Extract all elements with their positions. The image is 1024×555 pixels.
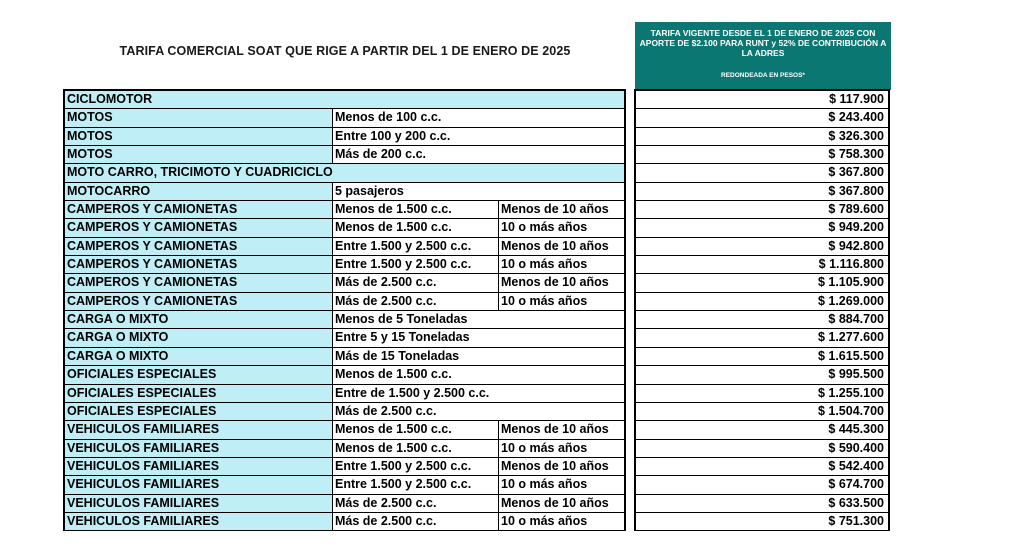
- vehicle-category: VEHICULOS FAMILIARES: [65, 513, 333, 530]
- table-row: [65, 164, 624, 182]
- table-row: [65, 146, 624, 164]
- vehicle-spec: Menos de 1.500 c.c.: [333, 421, 499, 438]
- table-row: [65, 348, 624, 366]
- vehicle-category: CICLOMOTOR: [65, 91, 624, 108]
- price-cell: $ 1.269.000: [636, 293, 888, 311]
- vehicle-spec: Más de 2.500 c.c.: [333, 495, 499, 512]
- vehicle-spec: Entre de 1.500 y 2.500 c.c.: [333, 385, 624, 402]
- vehicle-spec: Más de 2.500 c.c.: [333, 274, 499, 291]
- table-row: [65, 183, 624, 201]
- vehicle-spec: Entre 1.500 y 2.500 c.c.: [333, 238, 499, 255]
- vehicle-spec: Entre 5 y 15 Toneladas: [333, 329, 624, 346]
- vehicle-category: CAMPEROS Y CAMIONETAS: [65, 293, 333, 310]
- price-cell: $ 751.300: [636, 513, 888, 531]
- table-row: [65, 458, 624, 476]
- price-column-header: [635, 22, 891, 90]
- vehicle-category: MOTO CARRO, TRICIMOTO Y CUADRICICLO: [65, 164, 624, 181]
- vehicle-spec: Menos de 1.500 c.c.: [333, 219, 499, 236]
- vehicle-category: CAMPEROS Y CAMIONETAS: [65, 274, 333, 291]
- price-cell: $ 1.116.800: [636, 256, 888, 274]
- vehicle-spec: Menos de 1.500 c.c.: [333, 201, 499, 218]
- price-cell: $ 1.615.500: [636, 348, 888, 366]
- vehicle-age: Menos de 10 años: [499, 201, 624, 218]
- vehicle-category: MOTOS: [65, 128, 333, 145]
- table-row: [65, 128, 624, 146]
- table-row: [65, 219, 624, 237]
- table-row: [65, 274, 624, 292]
- table-row: [65, 329, 624, 347]
- table-row: [65, 385, 624, 403]
- vehicle-spec: Menos de 5 Toneladas: [333, 311, 624, 328]
- price-cell: $ 326.300: [636, 128, 888, 146]
- table-row: [65, 476, 624, 494]
- vehicle-spec: Entre 100 y 200 c.c.: [333, 128, 624, 145]
- vehicle-spec: Más de 2.500 c.c.: [333, 403, 624, 420]
- vehicle-category: CAMPEROS Y CAMIONETAS: [65, 201, 333, 218]
- vehicle-category: CARGA O MIXTO: [65, 311, 333, 328]
- vehicle-category: OFICIALES ESPECIALES: [65, 385, 333, 402]
- vehicle-spec: Más de 2.500 c.c.: [333, 293, 499, 310]
- price-header-text: TARIFA VIGENTE DESDE EL 1 DE ENERO DE 2025 CON APORTE DE $2.100 PARA RUNT y 52% DE CONTRIBUCIÓN A LA ADRES: [639, 28, 887, 58]
- table-row: [65, 238, 624, 256]
- price-cell: $ 243.400: [636, 109, 888, 127]
- table-row: [65, 91, 624, 109]
- price-cell: $ 1.105.900: [636, 274, 888, 292]
- price-cell: $ 1.277.600: [636, 329, 888, 347]
- price-cell: $ 633.500: [636, 495, 888, 513]
- vehicle-age: 10 o más años: [499, 513, 624, 530]
- vehicle-age: Menos de 10 años: [499, 421, 624, 438]
- table-row: [65, 293, 624, 311]
- vehicle-spec: Entre 1.500 y 2.500 c.c.: [333, 256, 499, 273]
- vehicle-age: Menos de 10 años: [499, 495, 624, 512]
- vehicle-category: VEHICULOS FAMILIARES: [65, 476, 333, 493]
- vehicle-category: MOTOS: [65, 146, 333, 163]
- price-cell: $ 445.300: [636, 421, 888, 439]
- price-cell: $ 884.700: [636, 311, 888, 329]
- price-cell: $ 942.800: [636, 238, 888, 256]
- price-cell: $ 367.800: [636, 164, 888, 182]
- vehicle-age: 10 o más años: [499, 476, 624, 493]
- price-cell: $ 995.500: [636, 366, 888, 384]
- vehicle-category: CARGA O MIXTO: [65, 329, 333, 346]
- vehicle-spec: Entre 1.500 y 2.500 c.c.: [333, 458, 499, 475]
- vehicle-spec: Menos de 1.500 c.c.: [333, 440, 499, 457]
- table-row: [65, 403, 624, 421]
- vehicle-age: 10 o más años: [499, 256, 624, 273]
- price-cell: $ 1.504.700: [636, 403, 888, 421]
- page-title: TARIFA COMERCIAL SOAT QUE RIGE A PARTIR DEL 1 DE ENERO DE 2025: [119, 44, 571, 58]
- vehicle-spec: Menos de 1.500 c.c.: [333, 366, 624, 383]
- vehicle-age: Menos de 10 años: [499, 274, 624, 291]
- vehicle-spec: Menos de 100 c.c.: [333, 109, 624, 126]
- price-cell: $ 1.255.100: [636, 385, 888, 403]
- price-cell: $ 789.600: [636, 201, 888, 219]
- price-cell: $ 758.300: [636, 146, 888, 164]
- table-row: [65, 311, 624, 329]
- vehicle-category: VEHICULOS FAMILIARES: [65, 421, 333, 438]
- table-row: [65, 421, 624, 439]
- vehicle-age: 10 o más años: [499, 219, 624, 236]
- table-row: [65, 366, 624, 384]
- vehicle-category: VEHICULOS FAMILIARES: [65, 495, 333, 512]
- price-cell: $ 590.400: [636, 440, 888, 458]
- vehicle-spec: Más de 15 Toneladas: [333, 348, 624, 365]
- vehicle-spec: Entre 1.500 y 2.500 c.c.: [333, 476, 499, 493]
- vehicle-category: CAMPEROS Y CAMIONETAS: [65, 238, 333, 255]
- table-row: [65, 440, 624, 458]
- vehicle-spec: Más de 200 c.c.: [333, 146, 624, 163]
- table-row: [65, 256, 624, 274]
- price-cell: $ 367.800: [636, 183, 888, 201]
- vehicle-category: MOTOCARRO: [65, 183, 333, 200]
- vehicle-category: VEHICULOS FAMILIARES: [65, 458, 333, 475]
- price-cell: $ 117.900: [636, 91, 888, 109]
- vehicle-age: Menos de 10 años: [499, 238, 624, 255]
- vehicle-spec: Más de 2.500 c.c.: [333, 513, 499, 530]
- vehicle-category: CAMPEROS Y CAMIONETAS: [65, 256, 333, 273]
- vehicle-category: OFICIALES ESPECIALES: [65, 366, 333, 383]
- price-cell: $ 542.400: [636, 458, 888, 476]
- table-row: [65, 201, 624, 219]
- vehicle-spec: 5 pasajeros: [333, 183, 624, 200]
- vehicle-category: MOTOS: [65, 109, 333, 126]
- price-header-subtext: REDONDEADA EN PESOS*: [721, 72, 805, 79]
- table-row: [65, 495, 624, 513]
- price-cell: $ 949.200: [636, 219, 888, 237]
- price-table: [634, 89, 890, 531]
- vehicle-category: VEHICULOS FAMILIARES: [65, 440, 333, 457]
- table-row: [65, 513, 624, 531]
- vehicle-age: 10 o más años: [499, 440, 624, 457]
- vehicle-age: 10 o más años: [499, 293, 624, 310]
- table-row: [65, 109, 624, 127]
- vehicle-category: CAMPEROS Y CAMIONETAS: [65, 219, 333, 236]
- tariff-table: [63, 89, 626, 531]
- vehicle-age: Menos de 10 años: [499, 458, 624, 475]
- vehicle-category: OFICIALES ESPECIALES: [65, 403, 333, 420]
- vehicle-category: CARGA O MIXTO: [65, 348, 333, 365]
- price-cell: $ 674.700: [636, 476, 888, 494]
